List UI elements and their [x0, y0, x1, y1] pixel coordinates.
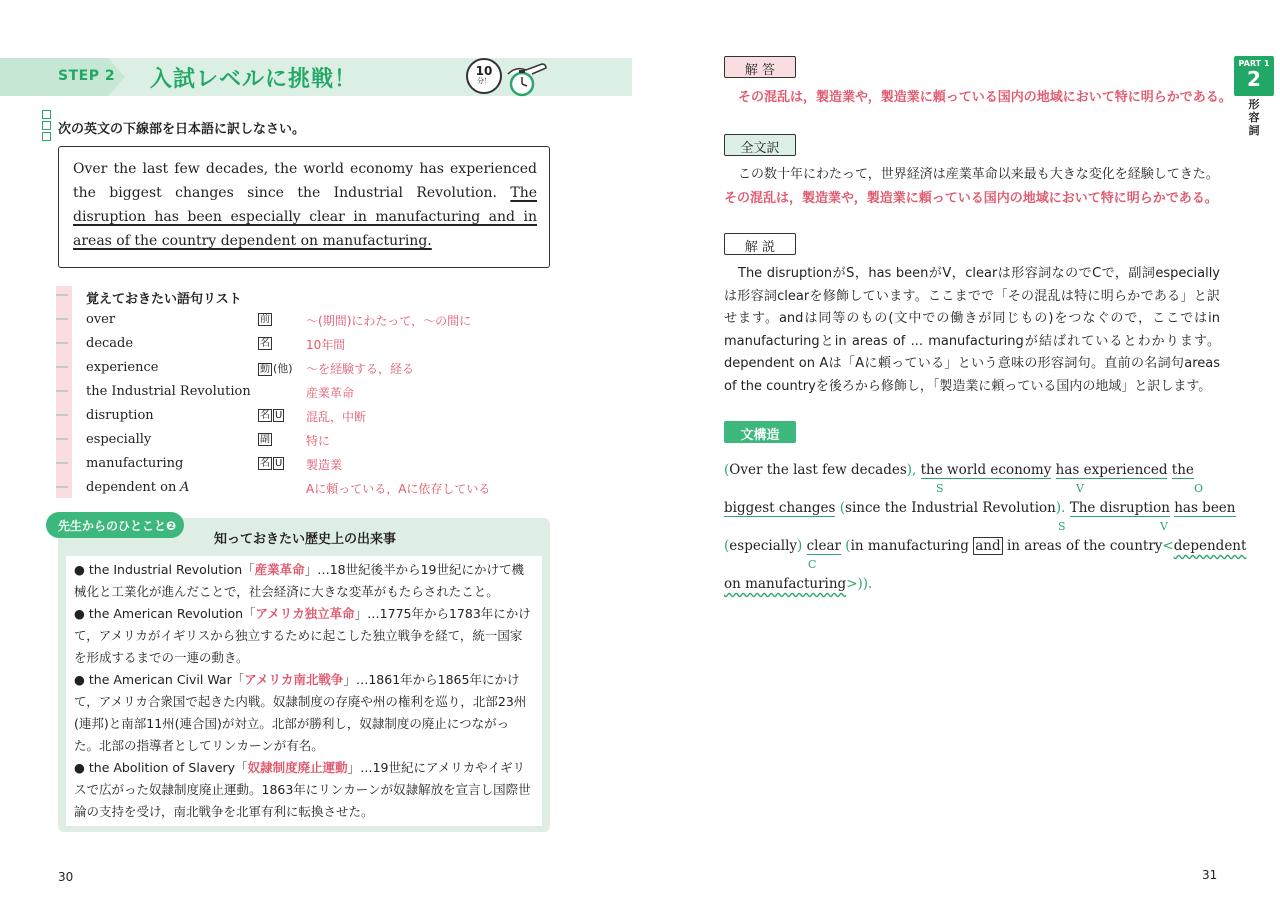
rule-dash	[56, 390, 68, 392]
timer-unit: 分！	[477, 77, 491, 85]
rule-dash	[56, 318, 68, 320]
struct-subject: the world economy	[920, 462, 1052, 478]
vocab-meaning-pre: Aに頼っている，Aに依存している	[306, 482, 491, 496]
full-translation-line2: その混乱は，製造業や，製造業に頼っている国内の地域において特に明らかである。	[724, 191, 1218, 206]
rule-dash	[56, 462, 68, 464]
step-label: STEP 2	[58, 68, 116, 84]
vocab-word: the Industrial Revolution	[86, 384, 251, 399]
struct-dependent: dependent	[1173, 538, 1247, 554]
vocab-pos	[258, 456, 285, 470]
vocab-row	[86, 381, 556, 405]
structure-line-2: biggest changes (since the Industrial Revolution). The disruption has been S V	[724, 500, 1236, 533]
struct-subject-2: The disruption	[1069, 500, 1170, 516]
side-tab-part: PART 1	[1238, 59, 1270, 68]
tag-s-2: S	[1058, 520, 1066, 533]
vocab-meaning	[306, 312, 471, 329]
vocab-meaning	[306, 336, 345, 353]
passage-box	[58, 146, 550, 268]
passage-underlined: The disruption has been especially clear in manufacturing and in areas of the country dependent on manufacturing.	[73, 185, 537, 249]
passage-plain: Over the last few decades, the world economy has experienced the biggest changes since the Industrial Revolution.	[73, 161, 537, 201]
tip-bullet: ● the American Civil War「	[74, 672, 245, 687]
pos-box: U	[275, 410, 283, 421]
question-text: 次の英文の下線部を日本語に訳しなさい。	[58, 122, 306, 137]
tip-term: 奴隷制度廃止運動	[247, 760, 348, 775]
page-number-right: 31	[1202, 868, 1218, 882]
vocab-rule	[56, 286, 72, 498]
tip-bullet: ● the American Revolution「	[74, 606, 256, 621]
answer-text: その混乱は，製造業や，製造業に頼っている国内の地域において特に明らかである。	[738, 90, 1232, 105]
tip-heading: 知っておきたい歴史上の出来事	[214, 532, 397, 547]
explanation	[724, 263, 1220, 398]
vocab-pos	[258, 432, 273, 446]
timer-circle	[466, 58, 502, 94]
checkbox[interactable]	[42, 110, 51, 119]
tip-rest: 」…19世紀にアメリカやイギリスで広がった奴隷制度廃止運動。1863年にリンカーンが奴隷解放を宣言し国際世論の支持を受け，南北戦争を北軍有利に転換させた。	[74, 760, 531, 819]
passage	[73, 157, 537, 253]
vocab-meaning	[306, 456, 342, 473]
tag-v-2: V	[1160, 520, 1168, 533]
step-title: 入試レベルに挑戦！	[150, 67, 358, 92]
sentence-structure	[724, 462, 1247, 614]
struct-object-start: the	[1171, 462, 1194, 478]
pos-box: 名	[260, 410, 270, 421]
vocab-meaning	[306, 384, 354, 401]
struct-modifier: since the Industrial Revolution	[845, 500, 1056, 516]
vocab-pos	[258, 408, 285, 422]
struct-adverb: especially	[729, 538, 798, 554]
tag-v: V	[1076, 482, 1084, 495]
full-translation-label: 全文訳	[724, 134, 796, 156]
struct-verb: has experienced	[1055, 462, 1168, 478]
tip-badge: 先生からのひとこと❷	[46, 512, 184, 538]
pos-extra: (他)	[273, 362, 293, 375]
vocab-meaning-pre: 10年間	[306, 338, 346, 352]
vocab-pos	[258, 312, 273, 326]
vocab-meaning-pre: ～を経験する，経る	[306, 362, 415, 376]
pos-box: 前	[260, 314, 270, 325]
structure-label: 文構造	[724, 421, 796, 443]
vocab-word: over	[86, 312, 116, 327]
pos-box: 副	[260, 434, 270, 445]
struct-prep-1: in manufacturing	[850, 538, 969, 554]
pos-box: 動	[260, 364, 270, 375]
vocab-word: especially	[86, 432, 152, 447]
structure-line-3: (especially) clear (in manufacturing and in areas of the country<dependent C	[724, 538, 1247, 571]
rule-dash	[56, 366, 68, 368]
tag-o: O	[1194, 482, 1204, 495]
struct-dependent-end: on manufacturing	[724, 576, 847, 592]
vocab-word: decade	[86, 336, 134, 351]
pos-box: 名	[260, 338, 270, 349]
vocab-row	[86, 357, 556, 381]
structure-line-1: (Over the last few decades), the world economy has experienced the S V O	[724, 462, 1204, 495]
vocab-meaning-pre: 製造業	[306, 458, 343, 472]
side-tab-number: 2	[1247, 67, 1261, 91]
tip-term: アメリカ南北戦争	[244, 672, 344, 687]
vocab-row	[86, 333, 556, 357]
tip-term: アメリカ独立革命	[255, 606, 355, 621]
vocab-list	[86, 309, 556, 501]
tip-bullet: ● the Abolition of Slavery「	[74, 760, 248, 775]
explanation-label: 解 説	[724, 233, 796, 255]
struct-object: biggest changes	[724, 500, 836, 516]
rule-dash	[56, 486, 68, 488]
explanation-text: The disruptionがS，has beenがV，clearは形容詞なのでCで，副詞especiallyは形容詞clearを修飾しています。ここまでで「その混乱は特に明らかである」と訳せます。andは同等のもの(文中での働きが同じもの)をつなぐので，ここではin manufacturingとin areas of ... manufacturingが結ばれているとわかります。dependent on Aは「Aに頼っている」という意味の形容詞句。直前の名詞句areas of the countryを後ろから修飾し，「製造業に頼っている国内の地域」と訳します。	[724, 266, 1220, 394]
tip-body	[66, 556, 542, 826]
vocab-meaning	[306, 432, 330, 449]
side-tab[interactable]	[1234, 56, 1274, 96]
tip-bullet: ● the Industrial Revolution「	[74, 562, 255, 577]
vocab-meaning-pre: 産業革命	[306, 386, 355, 400]
checkbox[interactable]	[42, 132, 51, 141]
checkbox[interactable]	[42, 121, 51, 130]
vocab-meaning-pre: 特に	[306, 434, 331, 448]
struct-and: and	[975, 538, 1001, 554]
struct-verb-2: has been	[1174, 500, 1236, 516]
vocab-row	[86, 453, 556, 477]
vocab-row	[86, 477, 556, 501]
tip-term: 産業革命	[254, 562, 305, 577]
vocab-meaning	[306, 360, 414, 377]
full-translation-line1: この数十年にわたって，世界経済は産業革命以来最も大きな変化を経験してきた。	[738, 167, 1219, 182]
vocab-meaning-pre: 混乱，中断	[306, 410, 367, 424]
step-banner	[0, 58, 632, 96]
vocab-meaning	[306, 480, 490, 497]
vocab-pos	[258, 336, 273, 350]
struct-prep-2: in areas of the country	[1006, 538, 1163, 554]
tip-item	[74, 669, 534, 757]
check-boxes	[42, 110, 54, 143]
struct-complement: clear	[806, 538, 841, 554]
vocab-word: experience	[86, 360, 159, 375]
timer-value: 10	[475, 64, 493, 78]
vocab-word-italic: A	[180, 480, 190, 495]
timer-badge	[466, 58, 552, 98]
tip-panel	[58, 518, 550, 832]
tag-c: C	[808, 558, 817, 571]
vocab-title: 覚えておきたい語句リスト	[86, 292, 242, 307]
vocab-word: dependent on	[86, 480, 177, 495]
vocab-row	[86, 309, 556, 333]
vocab-row	[86, 429, 556, 453]
vocab-meaning-post: )にわたって，～の間に	[346, 314, 472, 328]
page-number-left: 30	[58, 870, 74, 884]
rule-dash	[56, 438, 68, 440]
vocab-word: disruption	[86, 408, 154, 423]
vocab-word: manufacturing	[86, 456, 184, 471]
full-translation	[724, 163, 1220, 211]
vocab-meaning	[306, 408, 366, 425]
vocab-pos	[258, 360, 293, 376]
tip-rest: 」…1861年から1865年にかけて，アメリカ合衆国で起きた内戦。奴隷制度の存廃や州の権利を巡り，北部23州(連邦)と南部11州(連合国)が対立。北部が勝利し，奴隷制度の廃止につながった。北部の指導者としてリンカーンが有名。	[74, 672, 527, 753]
tip-item	[74, 559, 534, 603]
rule-dash	[56, 414, 68, 416]
vocab-meaning-pre: ～(	[306, 314, 323, 328]
tip-rest: 」…18世紀後半から19世紀にかけて機械化と工業化が進んだことで，社会経済に大きな変革がもたらされたこと。	[74, 562, 524, 599]
struct-adverbial: Over the last few decades	[729, 462, 907, 478]
vocab-row	[86, 405, 556, 429]
pos-box: 名	[260, 458, 270, 469]
rule-dash	[56, 342, 68, 344]
tip-item	[74, 603, 534, 669]
vocab-meaning-mark: 期間	[322, 314, 347, 328]
structure-line-4: on manufacturing>)).	[724, 576, 873, 592]
tag-s: S	[936, 482, 944, 495]
pos-box: U	[275, 458, 283, 469]
tip-rest: 」…1775年から1783年にかけて，アメリカがイギリスから独立するために起こした独立戦争を経て，統一国家を形成するまでの一連の動き。	[74, 606, 531, 665]
answer-label: 解 答	[724, 56, 796, 78]
tip-item	[74, 757, 534, 823]
stopwatch-icon	[506, 60, 550, 98]
side-category: 形容詞	[1248, 98, 1260, 137]
rule-dash	[56, 294, 68, 296]
